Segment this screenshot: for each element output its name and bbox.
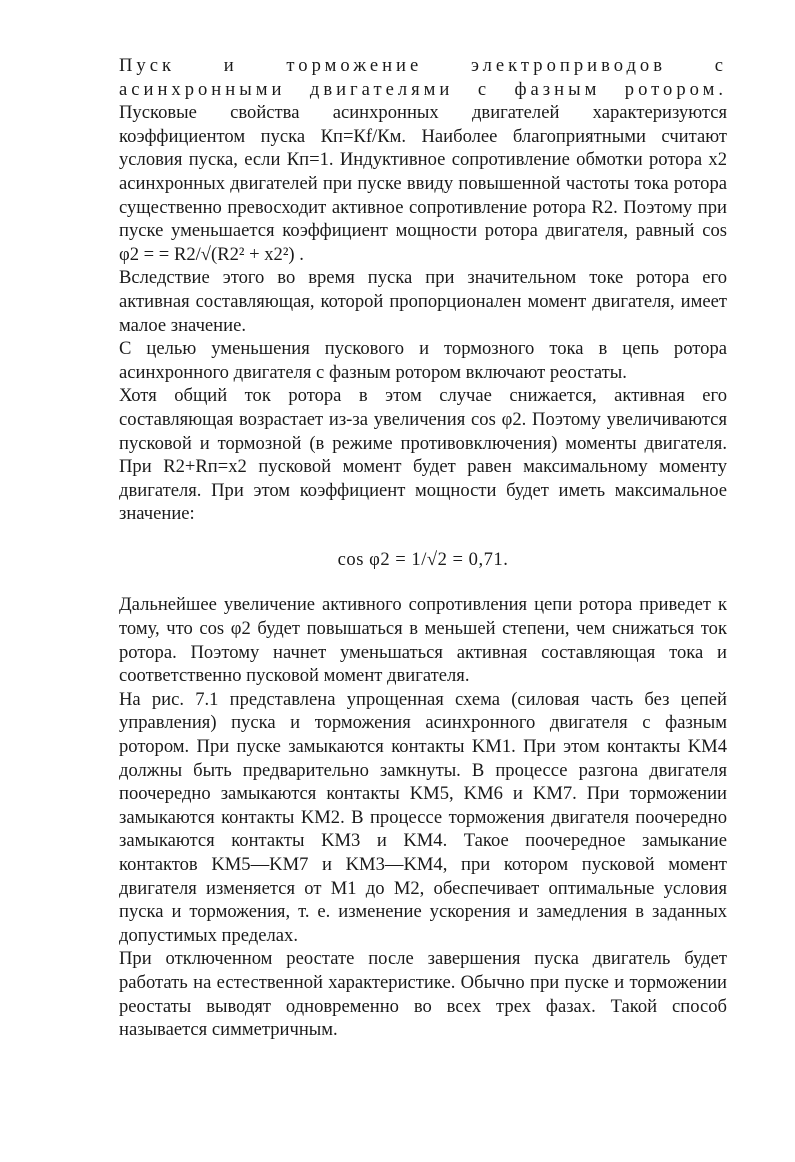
paragraph-4 [119,384,727,526]
paragraph-6 [119,688,727,948]
paragraph-2-text: Вследствие этого во время пуска при значительном токе ротора его активная составляющая, которой пропорционален момент двигателя, имеет малое значение. [119,267,727,336]
paragraph-4-text: Хотя общий ток ротора в этом случае снижается, активная его составляющая возрастает из-за увеличения cos φ2. Поэтому увеличиваются пусковой и тормозной (в режиме противовключения) моменты двигателя. При R2+Rп=x2 пусковой момент будет равен максимальному моменту двигателя. При этом коэффициент мощности будет иметь максимальное значение: [119,385,727,525]
document-page [119,54,727,1042]
paragraph-6-text: На рис. 7.1 представлена упрощенная схема (силовая часть без цепей управления) пуска и торможения асинхронного двигателя с фазным ротором. При пуске замыкаются контакты KM1. При этом контакты KM4 должны быть предварительно замкнуты. В процессе разгона двигателя поочередно замыкаются контакты KM5, KM6 и KM7. При торможении замыкаются контакты KM2. В процессе торможения двигателя поочередно замыкаются контакты KM3 и KM4. Такое поочередное замыкание контактов KM5—KM7 и KM3—KM4, при котором пусковой момент двигателя изменяется от M1 до M2, обеспечивает оптимальные условия пуска и торможения, т. е. изменение ускорения и замедления в заданных допустимых пределах. [119,688,727,946]
section-heading: Пуск и торможение электроприводов с асинхронными двигателями с фазным ротором. [119,55,727,100]
paragraph-1 [119,54,727,266]
paragraph-5-text: Дальнейшее увеличение активного сопротивления цепи ротора приведет к тому, что cos φ2 будет повышаться в меньшей степени, чем снижаться ток ротора. Поэтому начнет уменьшаться активная составляющая тока и соответственно пусковой момент двигателя. [119,594,727,687]
paragraph-3 [119,337,727,384]
paragraph-3-text: С целью уменьшения пускового и тормозного тока в цепь ротора асинхронного двигателя с фазным ротором включают реостаты. [119,338,727,383]
paragraph-5 [119,593,727,687]
paragraph-7 [119,947,727,1041]
formula-text: cos φ2 = 1/√2 = 0,71. [337,548,509,570]
paragraph-1-text: Пусковые свойства асинхронных двигателей характеризуются коэффициентом пуска Кп=Кf/Км. Наиболее благоприятными считают условия пуска, если Кп=1. Индуктивное сопротивление обмотки ротора x2 асинхронных двигателей при пуске ввиду повышенной частоты тока ротора существенно превосходит активное сопротивление ротора R2. Поэтому при пуске уменьшается коэффициент мощности ротора двигателя, равный cos φ2 = = R2/√(R2² + x2²) . [119,102,727,265]
formula-cos-phi [119,548,727,572]
paragraph-7-text: При отключенном реостате после завершения пуска двигатель будет работать на естественной характеристике. Обычно при пуске и торможении реостаты выводят одновременно во всех трех фазах. Такой способ называется симметричным. [119,948,727,1041]
paragraph-2 [119,266,727,337]
